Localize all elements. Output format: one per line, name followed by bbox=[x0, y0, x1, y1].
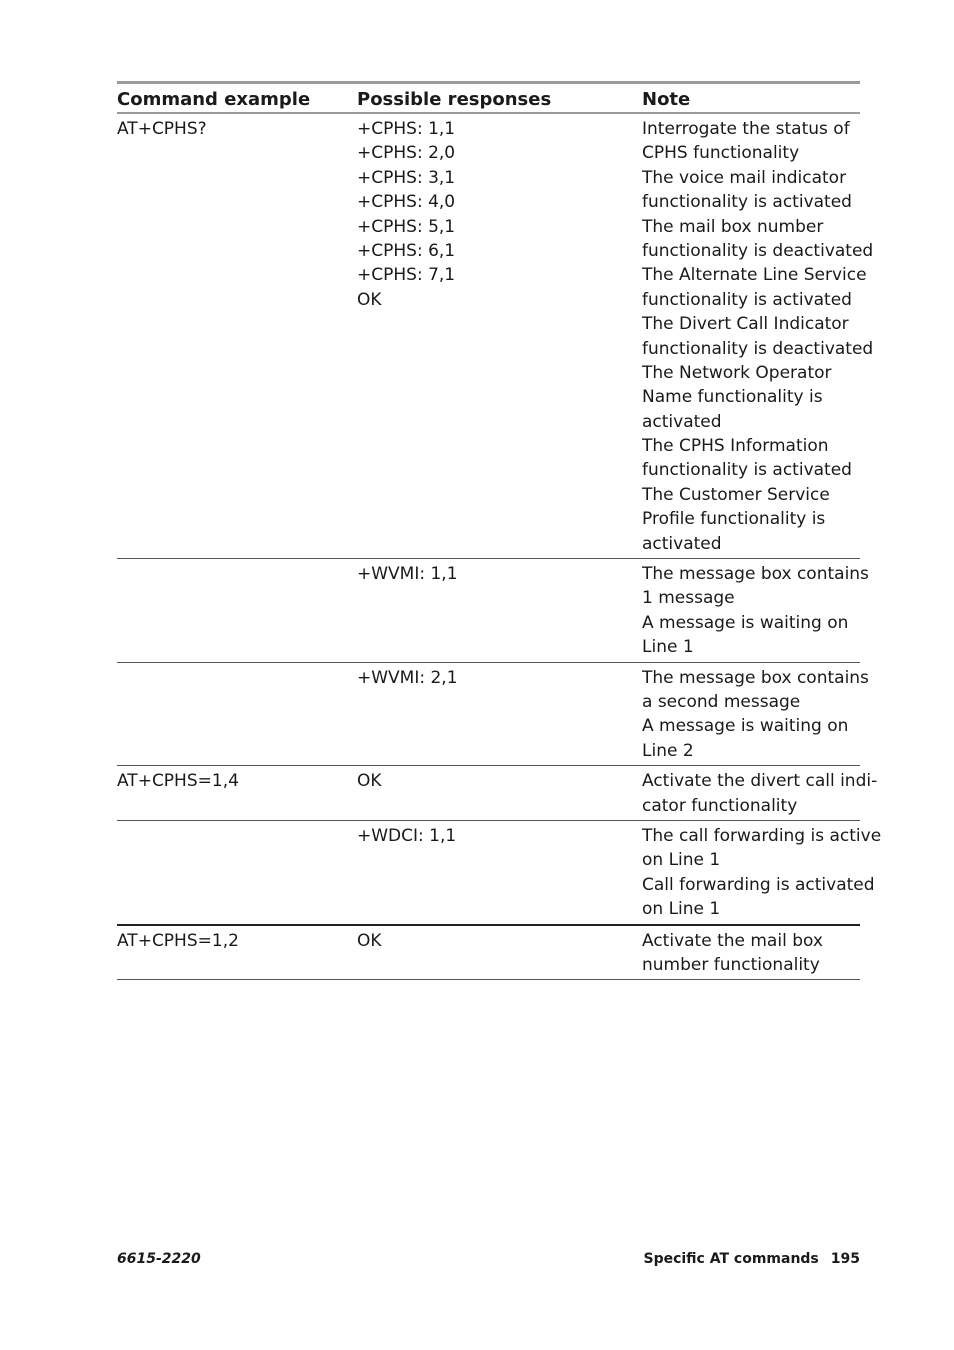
table-row bbox=[117, 114, 874, 559]
table-row bbox=[117, 926, 860, 981]
cell-note-line: The call forwarding is active bbox=[642, 825, 882, 846]
table-row bbox=[117, 821, 882, 926]
table-row bbox=[117, 559, 869, 663]
cell-note-line: 1 message bbox=[642, 588, 735, 609]
table-row bbox=[117, 766, 878, 821]
cell-note-line: Activate the mail box bbox=[642, 930, 823, 951]
cell-note-line: on Line 1 bbox=[642, 899, 721, 920]
cell-note-line: Line 2 bbox=[642, 740, 694, 761]
cell-note-line: Activate the divert call indi- bbox=[642, 771, 878, 792]
cell-command-line: AT+CPHS=1,2 bbox=[117, 930, 239, 951]
cell-note bbox=[642, 562, 869, 660]
cell-responses bbox=[357, 929, 642, 978]
cell-command bbox=[117, 562, 357, 660]
cell-command bbox=[117, 929, 357, 978]
cell-responses bbox=[357, 666, 642, 764]
cell-responses-line: +WVMI: 1,1 bbox=[357, 564, 458, 585]
cell-responses-line: +CPHS: 6,1 bbox=[357, 240, 456, 261]
cell-note-line: functionality is activated bbox=[642, 192, 852, 213]
cell-command bbox=[117, 824, 357, 922]
cell-note bbox=[642, 117, 874, 556]
cell-note-line: number functionality bbox=[642, 954, 820, 975]
cell-note-line: functionality is deactivated bbox=[642, 240, 874, 261]
footer-doc-number: 6615-2220 bbox=[117, 1251, 201, 1267]
cell-responses-line: +CPHS: 4,0 bbox=[357, 192, 456, 213]
cell-command bbox=[117, 769, 357, 818]
cell-responses bbox=[357, 769, 642, 818]
cell-note-line: functionality is activated bbox=[642, 460, 852, 481]
cell-note bbox=[642, 929, 860, 978]
cell-note-line: cator functionality bbox=[642, 795, 798, 816]
cell-responses-line: +CPHS: 2,0 bbox=[357, 143, 456, 164]
cell-note-line: functionality is deactivated bbox=[642, 338, 874, 359]
cell-responses-line: +CPHS: 5,1 bbox=[357, 216, 456, 237]
cell-note-line: functionality is activated bbox=[642, 289, 852, 310]
cell-responses bbox=[357, 117, 642, 556]
cell-responses-line: OK bbox=[357, 771, 382, 792]
cell-command-line: AT+CPHS? bbox=[117, 119, 207, 139]
command-table bbox=[117, 81, 882, 980]
footer-section bbox=[643, 1251, 860, 1267]
table-row bbox=[117, 663, 869, 767]
cell-command bbox=[117, 117, 357, 556]
cell-note bbox=[642, 769, 878, 818]
cell-note-line: The Alternate Line Service bbox=[642, 265, 867, 286]
cell-note-line: A message is waiting on bbox=[642, 612, 849, 633]
cell-note-line: Name functionality is bbox=[642, 387, 823, 408]
cell-responses bbox=[357, 562, 642, 660]
cell-note-line: activated bbox=[642, 533, 722, 554]
cell-command-line bbox=[117, 824, 357, 848]
cell-command bbox=[117, 666, 357, 764]
cell-note-line: The Customer Service bbox=[642, 484, 830, 505]
cell-note-line: A message is waiting on bbox=[642, 716, 849, 737]
cell-note-line: on Line 1 bbox=[642, 850, 721, 871]
cell-note-line: The voice mail indicator bbox=[642, 167, 847, 188]
cell-responses-line: OK bbox=[357, 930, 382, 951]
cell-note-line: Call forwarding is activated bbox=[642, 874, 875, 895]
cell-note-line: The message box contains bbox=[642, 667, 869, 688]
header-possible-responses: Possible responses bbox=[357, 89, 552, 110]
footer-page-number: 195 bbox=[830, 1251, 860, 1267]
footer-section-title: Specific AT commands bbox=[643, 1251, 819, 1267]
cell-note bbox=[642, 824, 882, 922]
cell-responses-line: +WDCI: 1,1 bbox=[357, 825, 457, 846]
cell-note bbox=[642, 666, 869, 764]
header-note: Note bbox=[642, 89, 691, 110]
cell-note-line: The message box contains bbox=[642, 564, 869, 585]
cell-note-line: CPHS functionality bbox=[642, 143, 800, 164]
cell-responses-line: OK bbox=[357, 289, 382, 310]
cell-note-line: Line 1 bbox=[642, 637, 694, 658]
cell-responses bbox=[357, 824, 642, 922]
cell-note-line: a second message bbox=[642, 691, 801, 712]
table-header-row bbox=[117, 84, 860, 114]
cell-note-line: The CPHS Information bbox=[642, 436, 829, 457]
cell-responses-line: +CPHS: 1,1 bbox=[357, 119, 456, 139]
cell-responses-line: +CPHS: 7,1 bbox=[357, 265, 456, 286]
cell-note-line: The Divert Call Indicator bbox=[642, 314, 849, 335]
cell-command-line: AT+CPHS=1,4 bbox=[117, 771, 239, 792]
header-command-example: Command example bbox=[117, 89, 311, 110]
cell-responses-line: +CPHS: 3,1 bbox=[357, 167, 456, 188]
cell-note-line: The mail box number bbox=[642, 216, 824, 237]
table-body bbox=[117, 114, 882, 980]
cell-command-line bbox=[117, 562, 357, 586]
cell-command-line bbox=[117, 666, 357, 690]
cell-note-line: The Network Operator bbox=[642, 362, 832, 383]
cell-note-line: Profile functionality is bbox=[642, 509, 826, 530]
cell-note-line: Interrogate the status of bbox=[642, 119, 850, 139]
cell-responses-line: +WVMI: 2,1 bbox=[357, 667, 458, 688]
cell-note-line: activated bbox=[642, 411, 722, 432]
